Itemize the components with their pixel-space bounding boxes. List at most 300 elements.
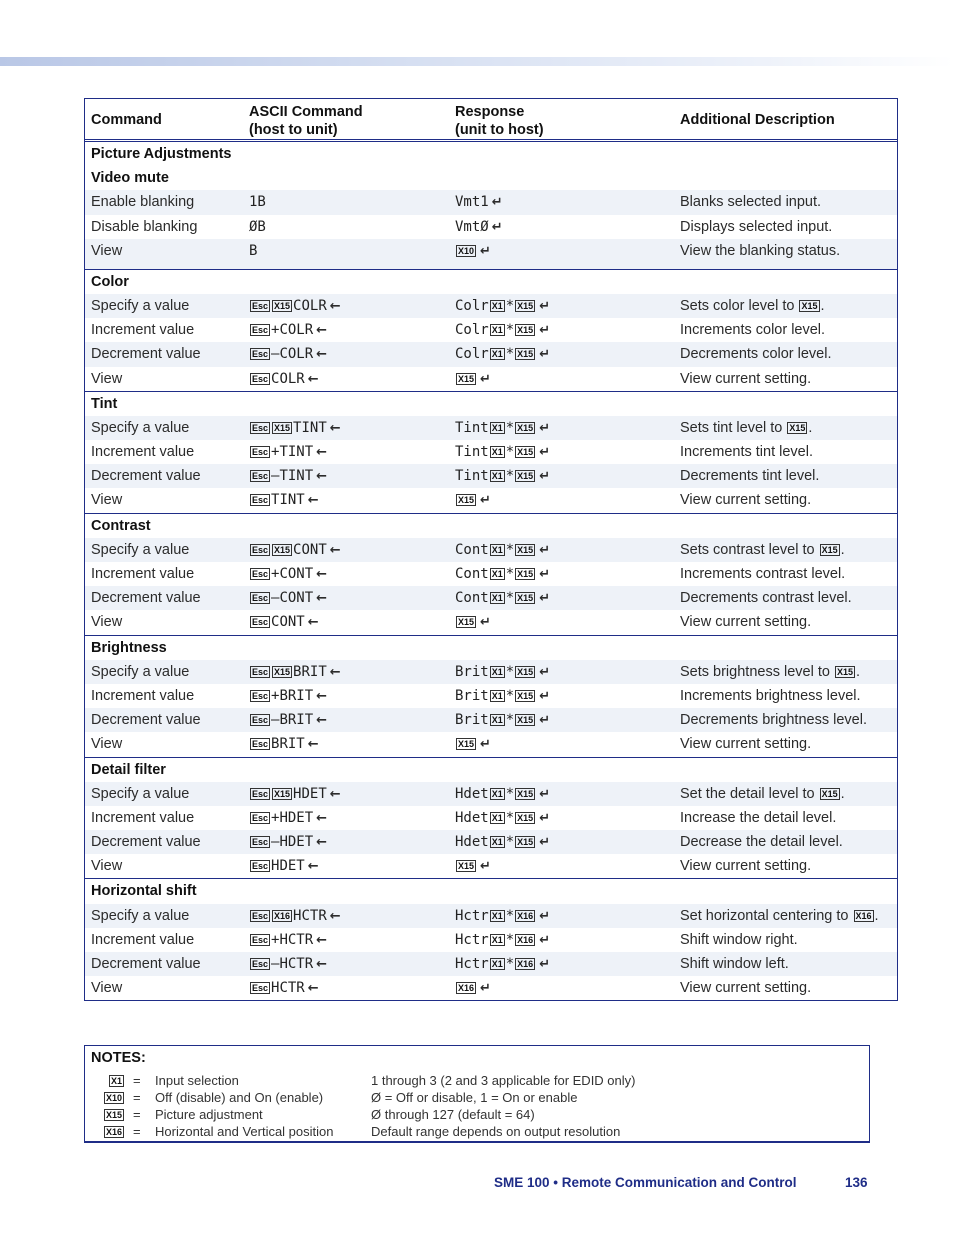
notes-title: NOTES: [91,1050,146,1066]
variable-key: X1 [491,812,503,823]
variable-key: X1 [491,666,503,677]
return-icon: ↵ [491,195,503,211]
variable-key: X1 [491,715,503,726]
row-ascii: Esc TINT ← [252,492,319,509]
row-response [455,610,491,635]
return-icon: ↵ [539,932,551,948]
row-response [455,732,491,757]
table-row [85,342,897,366]
variable-key: X15 [517,788,534,799]
row-description: Increments contrast level. [680,566,846,582]
row-command: Specify a value [91,663,190,680]
return-icon: ↵ [539,469,551,485]
row-response: Brit X1 * X15 ↵ [455,663,551,680]
variable-key: X15 [821,544,838,555]
table-row [85,928,897,952]
note-row [85,1089,869,1106]
variable-key: X15 [517,349,534,360]
esc-key-icon: Esc [252,983,269,994]
row-ascii: Esc +CONT ← [252,566,328,582]
variable-key: X15 [274,544,291,555]
esc-key-icon: Esc [252,422,269,433]
note-row [85,1106,869,1123]
left-arrow-icon: ← [316,835,328,851]
left-arrow-icon: ← [316,445,328,461]
row-response [455,488,491,513]
row-response: Tint X1 * X15 ↵ [455,419,551,436]
variable-key: X15 [517,422,534,433]
left-arrow-icon: ← [307,493,319,509]
esc-key-icon: Esc [252,373,269,384]
table-row [85,562,897,586]
variable-key: X1 [491,788,503,799]
variable-key: X15 [789,422,806,433]
row-ascii: Esc +BRIT ← [252,687,328,704]
group-title-row [85,513,897,538]
command-table [84,98,898,1001]
row-description: View current setting. [680,614,812,631]
row-command: Specify a value [91,297,190,314]
esc-key-icon: Esc [252,837,269,848]
left-arrow-icon: ← [329,786,341,802]
row-description: Decrease the detail level. [680,834,843,851]
variable-key: X15 [517,544,534,555]
row-response: Tint X1 * X15 ↵ [455,468,551,485]
note-key: X15 [105,1110,122,1120]
left-arrow-icon: ← [316,932,328,948]
row-description: View the blanking status. [680,242,841,259]
table-row [85,684,897,708]
table-row [85,294,897,318]
row-ascii: Esc –HDET ← [252,834,328,851]
left-arrow-icon: ← [307,859,319,875]
row-ascii: Esc –TINT ← [252,468,328,485]
note-row [85,1123,869,1140]
row-description: Increments color level. [680,322,826,339]
left-arrow-icon: ← [316,469,328,485]
row-ascii: Esc HDET ← [252,858,319,875]
table-row [85,830,897,854]
row-response: Hdet X1 * X15 ↵ [455,785,551,802]
return-icon: ↵ [539,542,551,558]
table-row [85,660,897,684]
group-title: Tint [91,395,118,412]
table-row [85,976,897,1000]
return-icon: ↵ [539,713,551,729]
left-arrow-icon: ← [316,323,328,339]
row-ascii: Esc –BRIT ← [252,712,328,729]
note-description: Off (disable) and On (enable) [155,1090,324,1105]
left-arrow-icon: ← [329,908,341,924]
footer-text: SME 100 • Remote Communication and Control [494,1175,797,1190]
variable-key: X1 [491,910,503,921]
group-title-row [85,166,897,190]
variable-key: X1 [491,959,503,969]
row-description: Decrements tint level. [680,468,820,485]
group-title-row [85,757,897,782]
note-description: Input selection [155,1073,239,1088]
left-arrow-icon: ← [316,810,328,826]
row-command: Increment value [91,566,195,582]
esc-key-icon: Esc [252,666,269,677]
row-command: View [91,242,123,259]
row-command: Specify a value [91,785,190,802]
table-row [85,782,897,806]
note-row [85,1072,869,1089]
row-ascii: Esc HCTR ← [252,980,319,997]
table-row [85,904,897,928]
row-ascii: Esc X15 CONT ← [252,541,341,558]
row-description: Set horizontal centering to X16 . [680,907,879,924]
variable-key: X1 [491,349,503,360]
group-title: Horizontal shift [91,883,197,900]
left-arrow-icon: ← [329,420,341,436]
variable-key: X1 [491,325,503,336]
group-title: Detail filter [91,761,166,778]
esc-key-icon: Esc [252,325,269,336]
row-command: Decrement value [91,468,201,485]
esc-key-icon: Esc [252,788,269,799]
row-response: Colr X1 * X15 ↵ [455,346,551,363]
header-description: Additional Description [680,112,835,128]
variable-key: X15 [517,325,534,336]
return-icon: ↵ [539,957,551,972]
variable-key: X1 [491,544,503,555]
variable-key: X1 [491,422,503,433]
group-title: Brightness [91,639,167,656]
variable-key: X15 [517,690,534,701]
section-title-row [85,142,897,166]
variable-key: X15 [458,617,475,628]
row-response: Brit X1 * X15 ↵ [455,687,551,704]
variable-key: X16 [517,910,534,921]
row-command: Specify a value [91,419,190,436]
row-ascii: 1B [249,194,266,211]
return-icon: ↵ [480,981,491,997]
note-equals: = [133,1073,141,1088]
row-command: Increment value [91,444,195,461]
row-description: Increments tint level. [680,444,813,461]
esc-key-icon: Esc [252,544,269,555]
row-command: View [91,736,123,753]
row-description: View current setting. [680,736,812,753]
row-description: Shift window left. [680,956,789,972]
row-description: Set the detail level to X15 . [680,785,845,802]
return-icon: ↵ [539,420,551,436]
row-response: Vmt1 ↵ [455,194,503,211]
variable-key: X15 [274,788,291,799]
esc-key-icon: Esc [252,349,269,360]
row-description: View current setting. [680,370,812,387]
table-row [85,952,897,976]
row-ascii: Esc –HCTR ← [252,956,328,972]
row-response: Colr X1 * X15 ↵ [455,322,551,339]
group-title: Color [91,273,129,290]
row-response: Brit X1 * X15 ↵ [455,712,551,729]
esc-key-icon: Esc [252,300,269,311]
variable-key: X15 [274,666,291,677]
variable-key: X15 [274,422,291,433]
row-description: Increase the detail level. [680,809,837,826]
row-ascii: Esc –COLR ← [252,346,328,363]
row-ascii: Esc +COLR ← [252,322,328,339]
left-arrow-icon: ← [316,591,328,607]
return-icon: ↵ [480,243,491,259]
variable-key: X1 [491,471,503,482]
variable-key: X15 [836,666,853,677]
left-arrow-icon: ← [329,664,341,680]
row-response: Hctr X1 * X16 ↵ [455,931,551,948]
return-icon: ↵ [491,219,503,235]
row-response [455,976,491,1001]
variable-key: X15 [274,300,291,311]
group-title-row [85,878,897,903]
row-description: Sets contrast level to X15 . [680,541,845,558]
variable-key: X1 [491,447,503,458]
left-arrow-icon: ← [316,688,328,704]
row-command: Specify a value [91,541,190,558]
row-command: Decrement value [91,834,201,851]
row-command: Increment value [91,687,195,704]
row-response: Cont X1 * X15 ↵ [455,566,551,582]
note-key: X1 [110,1076,122,1086]
row-response: Hdet X1 * X15 ↵ [455,834,551,851]
left-arrow-icon: ← [316,957,328,972]
variable-key: X1 [491,593,503,604]
variable-key: X16 [458,983,475,994]
left-arrow-icon: ← [316,713,328,729]
header-band [0,57,954,66]
row-description: View current setting. [680,492,812,509]
row-description: Decrements contrast level. [680,590,852,607]
row-response: Hctr X1 * X16 ↵ [455,956,551,972]
left-arrow-icon: ← [329,542,341,558]
left-arrow-icon: ← [329,298,341,314]
table-row [85,239,897,269]
esc-key-icon: Esc [252,471,269,482]
variable-key: X15 [517,300,534,311]
return-icon: ↵ [539,664,551,680]
note-equals: = [133,1107,141,1122]
row-response: VmtØ ↵ [455,218,503,235]
esc-key-icon: Esc [252,495,269,506]
esc-key-icon: Esc [252,447,269,458]
variable-key: X15 [517,837,534,848]
variable-key: X1 [491,934,503,945]
note-value: Default range depends on output resolution [371,1124,621,1139]
group-title-row [85,635,897,660]
row-ascii: Esc +TINT ← [252,444,328,461]
row-command: View [91,858,123,875]
row-command: View [91,370,123,387]
row-response: Tint X1 * X15 ↵ [455,444,551,461]
header-response: Response (unit to host) [455,104,544,138]
variable-key: X15 [458,739,475,750]
table-row [85,190,897,214]
row-description: Decrements color level. [680,346,832,363]
esc-key-icon: Esc [252,934,269,945]
group-title-row [85,269,897,294]
row-ascii: Esc +HDET ← [252,809,328,826]
row-command: View [91,492,123,509]
variable-key: X15 [517,812,534,823]
variable-key: X15 [517,471,534,482]
row-description: Shift window right. [680,931,798,948]
table-row [85,610,897,634]
note-equals: = [133,1124,141,1139]
return-icon: ↵ [539,591,551,607]
row-response: X10 ↵ [458,243,491,259]
esc-key-icon: Esc [252,910,269,921]
left-arrow-icon: ← [307,615,319,631]
variable-key: X16 [855,910,872,921]
row-description: Decrements brightness level. [680,712,867,729]
esc-key-icon: Esc [252,715,269,726]
table-header [85,99,897,142]
row-response [455,367,491,392]
row-command: Decrement value [91,590,201,607]
row-description: Sets tint level to X15 . [680,419,813,436]
table-row [85,367,897,391]
return-icon: ↵ [539,786,551,802]
return-icon: ↵ [480,859,491,875]
row-command: Increment value [91,931,195,948]
return-icon: ↵ [539,835,551,851]
row-command: Disable blanking [91,218,198,235]
row-ascii: Esc CONT ← [252,614,319,631]
table-row [85,732,897,756]
return-icon: ↵ [539,688,551,704]
note-equals: = [133,1090,141,1105]
return-icon: ↵ [539,298,551,314]
row-ascii: Esc X15 COLR ← [252,297,341,314]
header-command: Command [91,112,162,128]
esc-key-icon: Esc [252,739,269,750]
variable-key: X15 [517,447,534,458]
variable-key: X15 [517,666,534,677]
return-icon: ↵ [480,493,491,509]
row-command: Increment value [91,322,195,339]
return-icon: ↵ [539,810,551,826]
variable-key: X15 [517,715,534,726]
row-ascii: Esc X15 HDET ← [252,785,341,802]
page-number: 136 [845,1175,868,1190]
variable-key: X1 [491,300,503,311]
groups-container [85,269,897,1001]
esc-key-icon: Esc [252,569,269,579]
row-ascii: Esc COLR ← [252,370,319,387]
row-response: Hctr X1 * X16 ↵ [455,907,551,924]
section-title: Picture Adjustments [91,146,232,162]
group-title-video-mute: Video mute [91,170,169,187]
row-command: View [91,980,123,997]
row-command: View [91,614,123,631]
variable-key: X16 [517,959,534,969]
esc-key-icon: Esc [252,617,269,628]
left-arrow-icon: ← [316,347,328,363]
row-description: Displays selected input. [680,218,833,235]
return-icon: ↵ [539,908,551,924]
row-command: Enable blanking [91,194,195,211]
row-ascii: Esc +HCTR ← [252,931,328,948]
row-ascii: ØB [249,218,266,235]
row-ascii: Esc BRIT ← [252,736,319,753]
note-description: Picture adjustment [155,1107,263,1122]
row-response [455,854,491,879]
row-response: Cont X1 * X15 ↵ [455,541,551,558]
table-row [85,538,897,562]
row-ascii: B [249,242,258,259]
left-arrow-icon: ← [316,567,328,582]
variable-key: X15 [801,300,818,311]
row-response: Colr X1 * X15 ↵ [455,297,551,314]
note-description: Horizontal and Vertical position [155,1124,334,1139]
return-icon: ↵ [480,615,491,631]
variable-key: X15 [458,373,475,384]
notes-box [84,1045,870,1143]
table-row [85,440,897,464]
row-ascii: Esc X16 HCTR ← [252,907,341,924]
row-description: View current setting. [680,980,812,997]
note-value: Ø = Off or disable, 1 = On or enable [371,1090,578,1105]
table-row [85,416,897,440]
note-value: Ø through 127 (default = 64) [371,1107,535,1122]
group-title: Contrast [91,517,151,534]
note-key: X10 [105,1093,122,1103]
table-row [85,215,897,239]
row-description: View current setting. [680,858,812,875]
group-title-row [85,391,897,416]
row-description: Increments brightness level. [680,687,861,704]
left-arrow-icon: ← [307,371,319,387]
variable-key: X1 [491,690,503,701]
return-icon: ↵ [539,567,551,582]
variable-key: X16 [274,910,291,921]
esc-key-icon: Esc [252,812,269,823]
row-description: Sets color level to X15 . [680,297,825,314]
table-row [85,806,897,830]
row-ascii: Esc –CONT ← [252,590,328,607]
variable-key: X1 [491,569,503,579]
return-icon: ↵ [539,445,551,461]
table-row [85,586,897,610]
row-command: Increment value [91,809,195,826]
table-row [85,854,897,878]
left-arrow-icon: ← [307,737,319,753]
return-icon: ↵ [539,323,551,339]
esc-key-icon: Esc [252,690,269,701]
variable-key: X15 [458,861,475,872]
header-ascii: ASCII Command (host to unit) [249,104,363,138]
esc-key-icon: Esc [252,593,269,604]
table-row [85,708,897,732]
row-response: Hdet X1 * X15 ↵ [455,809,551,826]
return-icon: ↵ [480,737,491,753]
left-arrow-icon: ← [307,981,319,997]
table-row [85,488,897,512]
row-command: Specify a value [91,907,190,924]
note-key: X16 [105,1127,122,1137]
row-ascii: Esc X15 TINT ← [252,419,341,436]
row-description: Blanks selected input. [680,194,822,211]
variable-key: X1 [491,837,503,848]
note-value: 1 through 3 (2 and 3 applicable for EDID only) [371,1073,636,1088]
row-response: Cont X1 * X15 ↵ [455,590,551,607]
esc-key-icon: Esc [252,959,269,969]
row-ascii: Esc X15 BRIT ← [252,663,341,680]
variable-key: X16 [517,934,534,945]
table-row [85,318,897,342]
